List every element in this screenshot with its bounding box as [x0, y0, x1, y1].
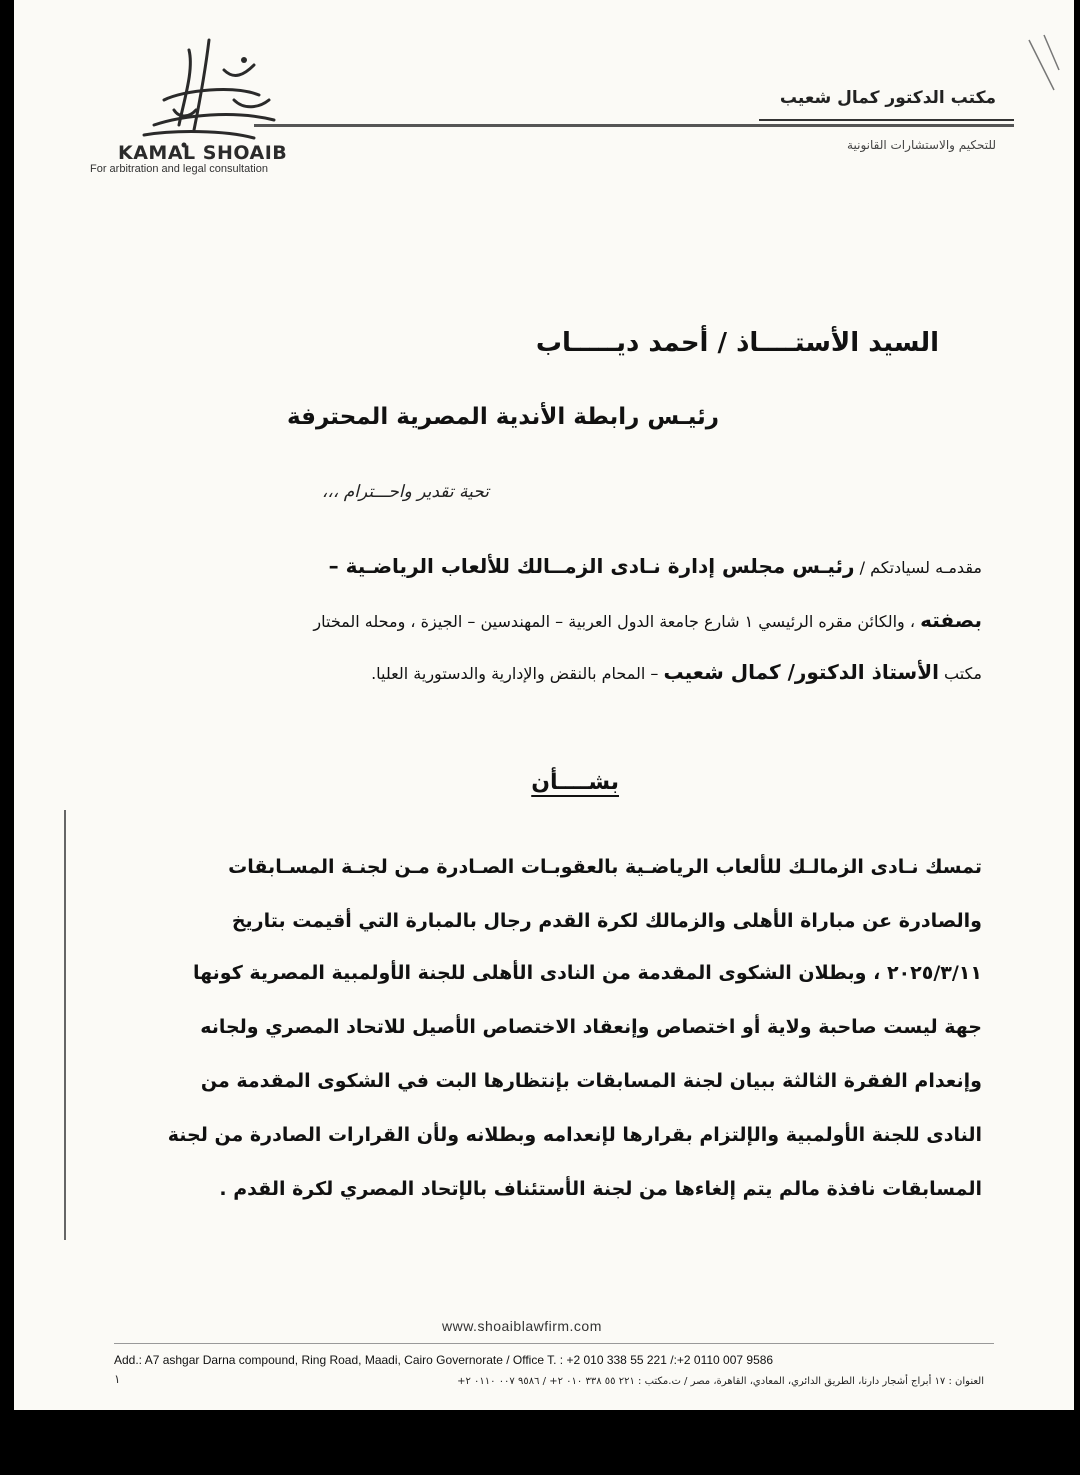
- margin-line: [64, 810, 66, 1240]
- page-number: ١: [114, 1372, 121, 1386]
- addressee: السيد الأستــــاذ / أحمد ديـــــاب: [535, 328, 939, 358]
- logo-title: KAMAL SHOAIB: [118, 142, 288, 164]
- intro-line-1-bold: رئيـس مجلس إدارة نـادى الزمــالك للألعاب الرياضـية –: [328, 554, 855, 578]
- intro-line-3-bold: الأستاذ الدكتور/ كمال شعيب: [663, 660, 939, 684]
- intro-line-2-plain: ، والكائن مقره الرئيسي ١ شارع جامعة الدول العربية – المهندسين – الجيزة ، ومحله المختار: [313, 612, 921, 631]
- body-line: ٢٠٢٥/٣/١١ ، وبطلان الشكوى المقدمة من النادى الأهلى للجنة الأولمبية المصرية كونها: [192, 962, 982, 984]
- body-line: وإنعدام الفقرة الثالثة ببيان لجنة المسابقات بإنتظارها البت في الشكوى المقدمة من: [200, 1070, 982, 1092]
- intro-line-1: [329, 554, 982, 578]
- intro-line-3-plain-b: – المحام بالنقض والإدارية والدستورية العليا.: [371, 664, 664, 683]
- header-divider: [254, 124, 1014, 127]
- intro-line-2: [313, 608, 982, 632]
- body-line: جهة ليست صاحبة ولاية أو اختصاص وإنعقاد الاختصاص الأصيل للاتحاد المصري ولجانه: [200, 1016, 982, 1038]
- header-divider-accent: [759, 119, 1014, 121]
- letter-page: [14, 0, 1074, 1410]
- bottom-frame: [0, 1410, 1080, 1475]
- intro-line-1-plain: مقدمـه لسيادتكم /: [854, 558, 982, 577]
- stamp-mark-icon: [1024, 30, 1064, 100]
- office-subtitle: للتحكيم والاستشارات القانونية: [847, 138, 996, 152]
- body-line: النادى للجنة الأولمبية والإلتزام بقرارها لإنعدامه وبطلانه ولأن القرارات الصادرة من لجنة: [167, 1124, 982, 1146]
- body-line: المسابقات نافذة مالم يتم إلغاءها من لجنة الأستئناف بالإتحاد المصري لكرة القدم .: [219, 1178, 982, 1200]
- intro-line-3-plain-a: مكتب: [938, 664, 982, 683]
- intro-line-3: [371, 660, 982, 684]
- footer-address-ar: العنوان : ١٧ أبراج أشجار دارنا، الطريق الدائري، المعادي، القاهرة، مصر / ت.مكتب : ٢٢١ ٥٥ ٣٣٨ ٠١٠ ٢+ / ٩٥٨٦ ٠٠٧ ٠١١٠ ٢+: [457, 1376, 984, 1387]
- intro-line-2-bold: بصفته: [920, 608, 982, 632]
- footer-website: www.shoaiblawfirm.com: [442, 1318, 602, 1334]
- subject-heading: بشــــأن: [531, 770, 619, 795]
- footer-address-en: Add.: A7 ashgar Darna compound, Ring Road, Maadi, Cairo Governorate / Office T. : +2 010 338 55 221 /:+2 0110 007 9586: [114, 1353, 774, 1367]
- logo-subtitle: For arbitration and legal consultation: [90, 163, 268, 175]
- body-line: تمسك نـادى الزمالـك للألعاب الرياضـية بالعقوبـات الصـادرة مـن لجنـة المسـابقات: [228, 856, 982, 878]
- body-line: والصادرة عن مباراة الأهلى والزمالك لكرة القدم رجال بالمبارة التي أقيمت بتاريخ: [231, 910, 982, 932]
- footer-divider: [114, 1343, 994, 1344]
- greeting: تحية تقدير واحـــترام ،،،: [321, 482, 489, 502]
- office-name: مكتب الدكتور كمال شعيب: [779, 88, 996, 108]
- addressee-role: رئيـس رابطة الأندية المصرية المحترفة: [286, 404, 719, 430]
